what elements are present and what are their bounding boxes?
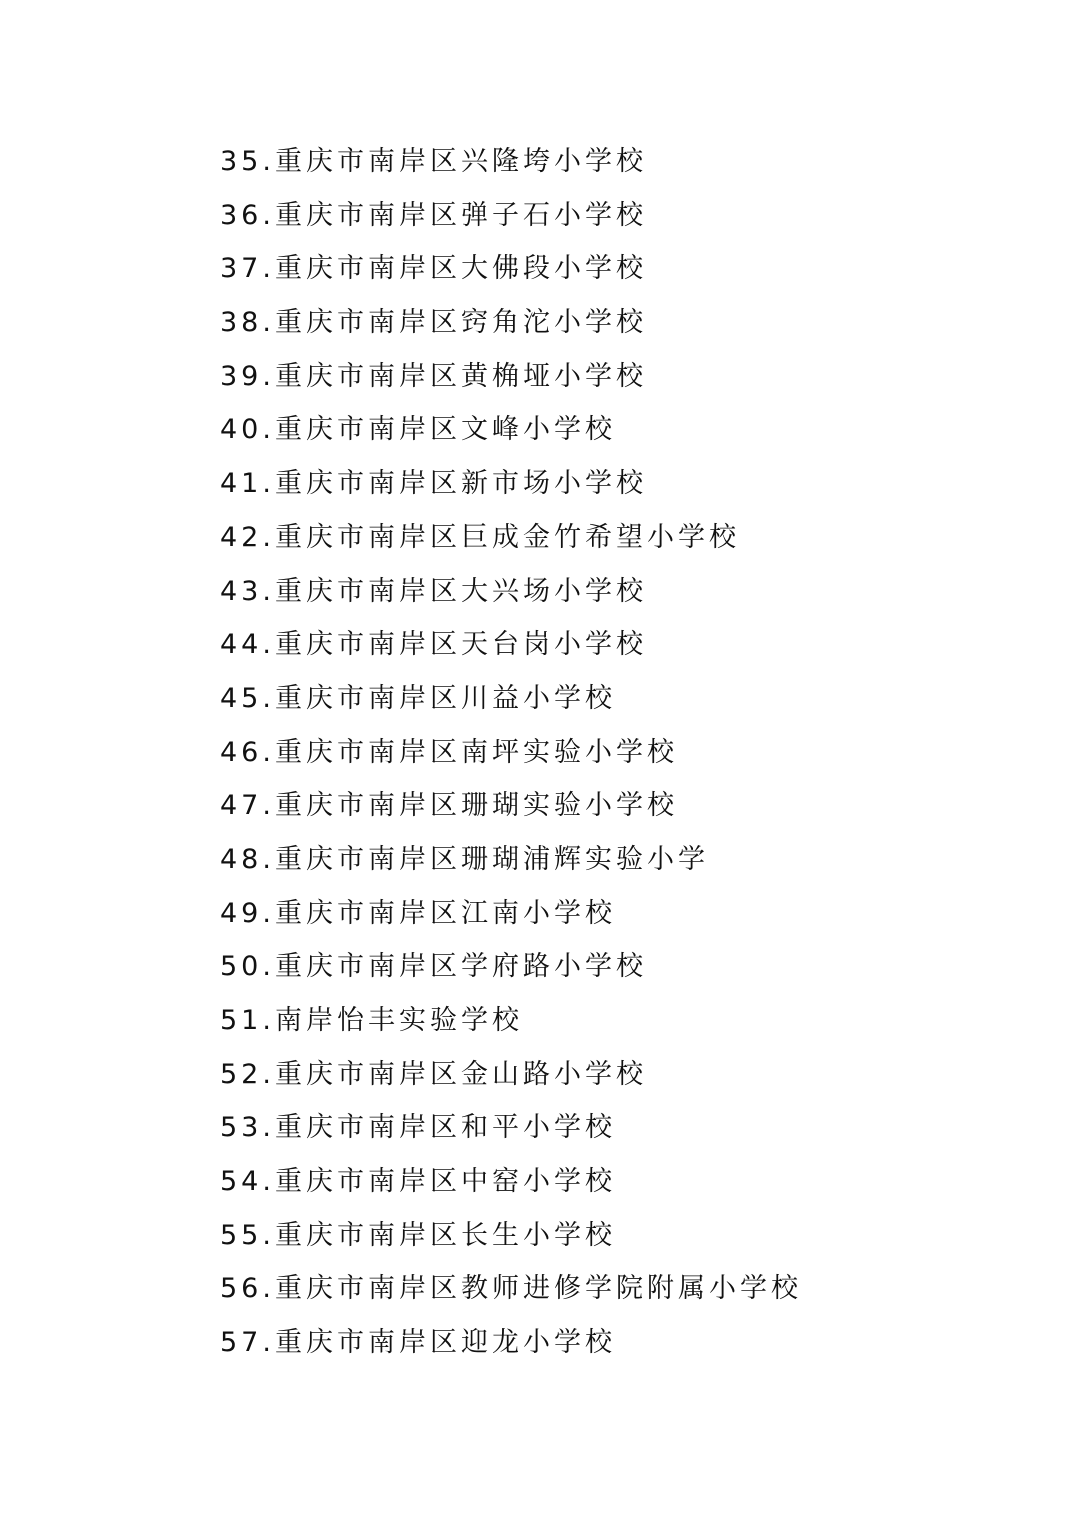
list-item: 51.南岸怡丰实验学校 <box>220 1005 523 1036</box>
list-item: 38.重庆市南岸区窍角沱小学校 <box>220 307 647 339</box>
list-item: 47.重庆市南岸区珊瑚实验小学校 <box>220 790 678 822</box>
list-item: 48.重庆市南岸区珊瑚浦辉实验小学 <box>220 843 709 875</box>
list-item: 55.重庆市南岸区长生小学校 <box>220 1219 616 1251</box>
list-item: 50.重庆市南岸区学府路小学校 <box>220 951 647 983</box>
list-item: 44.重庆市南岸区天台岗小学校 <box>220 629 647 661</box>
list-item: 46.重庆市南岸区南坪实验小学校 <box>220 736 678 768</box>
list-item: 35.重庆市南岸区兴隆垮小学校 <box>220 146 647 177</box>
list-item: 54.重庆市南岸区中窑小学校 <box>220 1166 616 1198</box>
list-item: 57.重庆市南岸区迎龙小学校 <box>220 1327 616 1359</box>
list-item: 56.重庆市南岸区教师进修学院附属小学校 <box>220 1273 802 1305</box>
list-item: 53.重庆市南岸区和平小学校 <box>220 1112 616 1144</box>
list-item: 37.重庆市南岸区大佛段小学校 <box>220 253 647 285</box>
list-item: 40.重庆市南岸区文峰小学校 <box>220 414 616 446</box>
list-item: 42.重庆市南岸区巨成金竹希望小学校 <box>220 521 740 553</box>
list-item: 41.重庆市南岸区新市场小学校 <box>220 468 647 500</box>
list-item: 52.重庆市南岸区金山路小学校 <box>220 1058 647 1090</box>
list-item: 45.重庆市南岸区川益小学校 <box>220 682 616 714</box>
list-item: 39.重庆市南岸区黄桷垭小学校 <box>220 360 647 392</box>
list-item: 49.重庆市南岸区江南小学校 <box>220 897 616 929</box>
list-item: 43.重庆市南岸区大兴场小学校 <box>220 575 647 607</box>
school-list <box>220 135 802 1370</box>
list-item: 36.重庆市南岸区弹子石小学校 <box>220 199 647 231</box>
